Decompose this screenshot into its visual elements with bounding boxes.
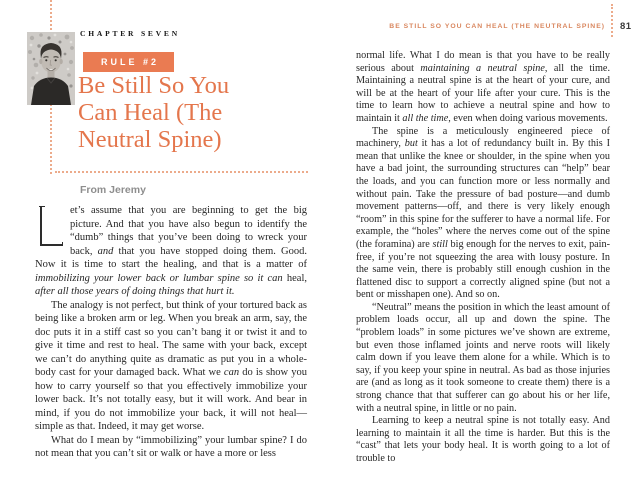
- chapter-title-line2: Can Heal (The: [78, 99, 223, 126]
- paragraph: “Neutral” means the position in which the least amount of problem loads occur, all up and down the spine. The “problem loads” in some pictures we’ve shown are extreme, but even those inflamed joints and nerve roots will likely calm down if you leave them alone for a while. Which is to say, if you keep your spine in neutral. As bad as those injuries are (and as long as it took someone to create them) there is a strong chance that that sufferer can go about his or her life, with a neutral spine, in little or no pain.: [356, 301, 610, 414]
- title-horizontal-dotted-rule: [55, 171, 308, 173]
- dropcap-end-serif: [62, 242, 63, 247]
- dropcap-foot: [40, 244, 63, 246]
- chapter-title-line1: Be Still So You: [78, 72, 230, 99]
- rule-badge-label: RULE #2: [100, 57, 159, 67]
- author-photo-illustration: [27, 32, 75, 105]
- paragraph: The spine is a meticulously engineered piece of machinery, but it has a lot of redundancy built in. By this I mean that unlike the knee or shoulder, in the spine when you have a bad joint, the surrounding structures can “help” bear the loads, and you can function more or less normally and without pain. Take the pressure of bad posture—and dumb movement patterns—off, and there is very likely enough “room” in this spine for the sufferer to have a normal life. For example, the “holes” where the nerves come out of the spine (the foramina) are still big enough for the nerves to exit, pain-free, if you’re not squeezing the area with lousy posture. In the same vein, there is probably still enough cushion in the flattened disc to support a correctly aligned spine (but not a bent or misshapen one). And so on.: [356, 125, 610, 301]
- rule-badge: [83, 52, 174, 72]
- running-header: BE STILL SO YOU CAN HEAL (THE NEUTRAL SPINE): [389, 23, 605, 30]
- paragraph: Learning to keep a neutral spine is not totally easy. And learning to maintain it all the time is harder. But this is the “cast” that lets your body heal. It is worth going to a lot of trouble to: [356, 415, 610, 464]
- page-number: 81: [620, 21, 632, 32]
- paragraph: The analogy is not perfect, but think of your tortured back as being like a broken arm or leg. When you break an arm, say, the doc puts it in a stiff cast so you can’t bang it or twist it and to give it time and rest to heal. The same with your back, except we can’t do anything quite as dramatic as put you in a whole-body cast for your damaged back. What we can do is show you how to carry yourself so that you effectively immobilize your lower back. It’s not totally easy, but it will work. And bear in mind, if you do not immobilize your back, it will not heal—simple as that. Indeed, it may get worse.: [35, 299, 307, 432]
- author-photo: [27, 32, 75, 105]
- chapter-title: [78, 72, 229, 153]
- chapter-label: CHAPTER SEVEN: [80, 29, 180, 38]
- dropcap-stem: [40, 206, 42, 246]
- dropcap-letter-L: [39, 206, 63, 246]
- byline: From Jeremy: [80, 184, 146, 196]
- chapter-title-line3: Neutral Spine): [78, 126, 222, 153]
- paragraph: What do I mean by “immobilizing” your lumbar spine? I do not mean that you can’t sit or walk or have a more or less: [35, 434, 307, 459]
- left-page-text-column: [35, 204, 307, 461]
- paragraph: normal life. What I do mean is that you have to be really serious about maintaining a neutral spine, all the time. Maintaining a neutral spine is at the heart of your cure, and will be at the heart of your life after your cure. This is the time to learn how to achieve a neutral spine and how to maintain it all the time, even when doing various movements.: [356, 50, 610, 124]
- header-vertical-dotted-rule: [611, 4, 613, 37]
- paragraph: et’s assume that you are beginning to get the big picture. And that you have also begun to identify the “dumb” things that you’ve been doing to wreck your back, and that you have stopped doing them. Good. Now it is time to start the healing, and that is a matter of immobilizing your lower back or lumbar spine so it can heal, after all those years of doing things that hurt it.: [35, 205, 307, 297]
- right-page-text-column: [356, 50, 610, 466]
